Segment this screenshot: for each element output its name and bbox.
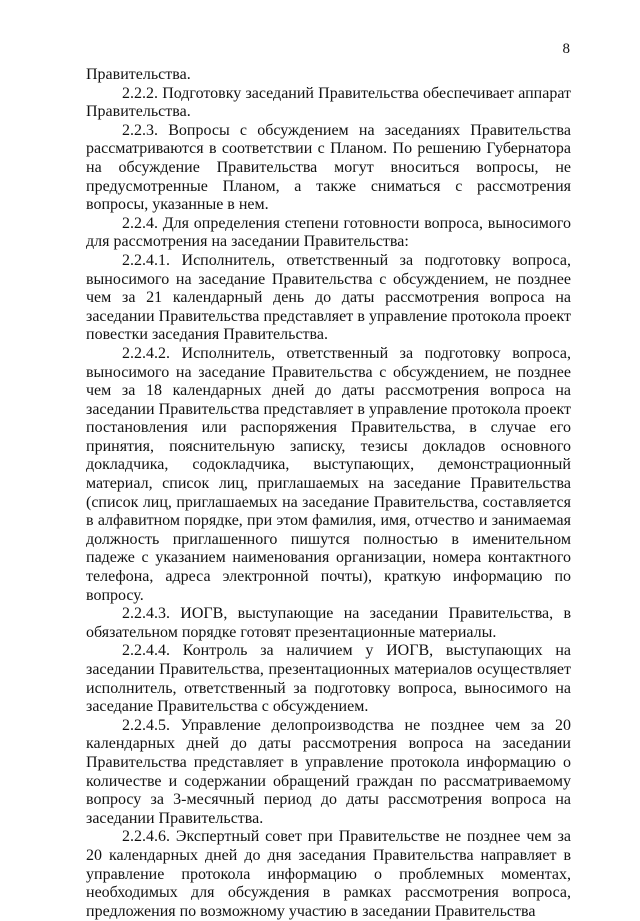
document-body: [86, 66, 571, 921]
paragraph-2-2-4-5: 2.2.4.5. Управление делопроизводства не позднее чем за 20 календарных дней до даты рассмотрения вопроса на заседании Правительства представляет в управление протокола информацию о количестве и содержании обращений граждан по рассматриваемому вопросу за 3-месячный период до даты рассмотрения вопроса на заседании Правительства.: [86, 716, 571, 827]
paragraph-2-2-4-2: 2.2.4.2. Исполнитель, ответственный за подготовку вопроса, выносимого на заседание Правительства с обсуждением, не позднее чем за 18 календарных дней до даты рассмотрения вопроса на заседании Правительства представляет в управление протокола проект постановления или распоряжения Правительства, в случае его принятия, пояснительную записку, тезисы докладов основного докладчика, содокладчика, выступающих, демонстрационный материал, список лиц, приглашаемых на заседание Правительства (список лиц, приглашаемых на заседание Правительства, составляется в алфавитном порядке, при этом фамилия, имя, отчество и занимаемая должность приглашенного пишутся полностью в именительном падеже с указанием наименования организации, номера контактного телефона, адреса электронной почты), краткую информацию по вопросу.: [86, 344, 571, 604]
paragraph-2-2-4-6: 2.2.4.6. Экспертный совет при Правительстве не позднее чем за 20 календарных дней до дня заседания Правительства направляет в управление протокола информацию о проблемных моментах, необходимых для обсуждения в рамках рассмотрения вопроса, предложения по возможному участию в заседании Правительства: [86, 828, 571, 920]
paragraph-2-2-3: 2.2.3. Вопросы с обсуждением на заседаниях Правительства рассматриваются в соответствии с Планом. По решению Губернатора на обсуждение Правительства могут вноситься вопросы, не предусмотренные Планом, а также сниматься с рассмотрения вопросы, указанные в нем.: [86, 121, 571, 214]
paragraph-2-2-4-4: 2.2.4.4. Контроль за наличием у ИОГВ, выступающих на заседании Правительства, презентационных материалов осуществляет исполнитель, ответственный за подготовку вопроса, выносимого на заседание Правительства с обсуждением.: [86, 642, 571, 716]
paragraph-2-2-4-1: 2.2.4.1. Исполнитель, ответственный за подготовку вопроса, выносимого на заседание Правительства с обсуждением, не позднее чем за 21 календарный день до даты рассмотрения вопроса на заседании Правительства представляет в управление протокола проект повестки заседания Правительства.: [86, 251, 571, 344]
paragraph-2-2-4-3: 2.2.4.3. ИОГВ, выступающие на заседании Правительства, в обязательном порядке готовят презентационные материалы.: [86, 605, 571, 641]
paragraph-continuation: Правительства.: [86, 66, 191, 83]
page-number: 8: [562, 41, 570, 57]
paragraph-2-2-4: 2.2.4. Для определения степени готовности вопроса, выносимого для рассмотрения на заседании Правительства:: [86, 214, 571, 251]
paragraph-2-2-2: 2.2.2. Подготовку заседаний Правительства обеспечивает аппарат Правительства.: [86, 84, 571, 121]
